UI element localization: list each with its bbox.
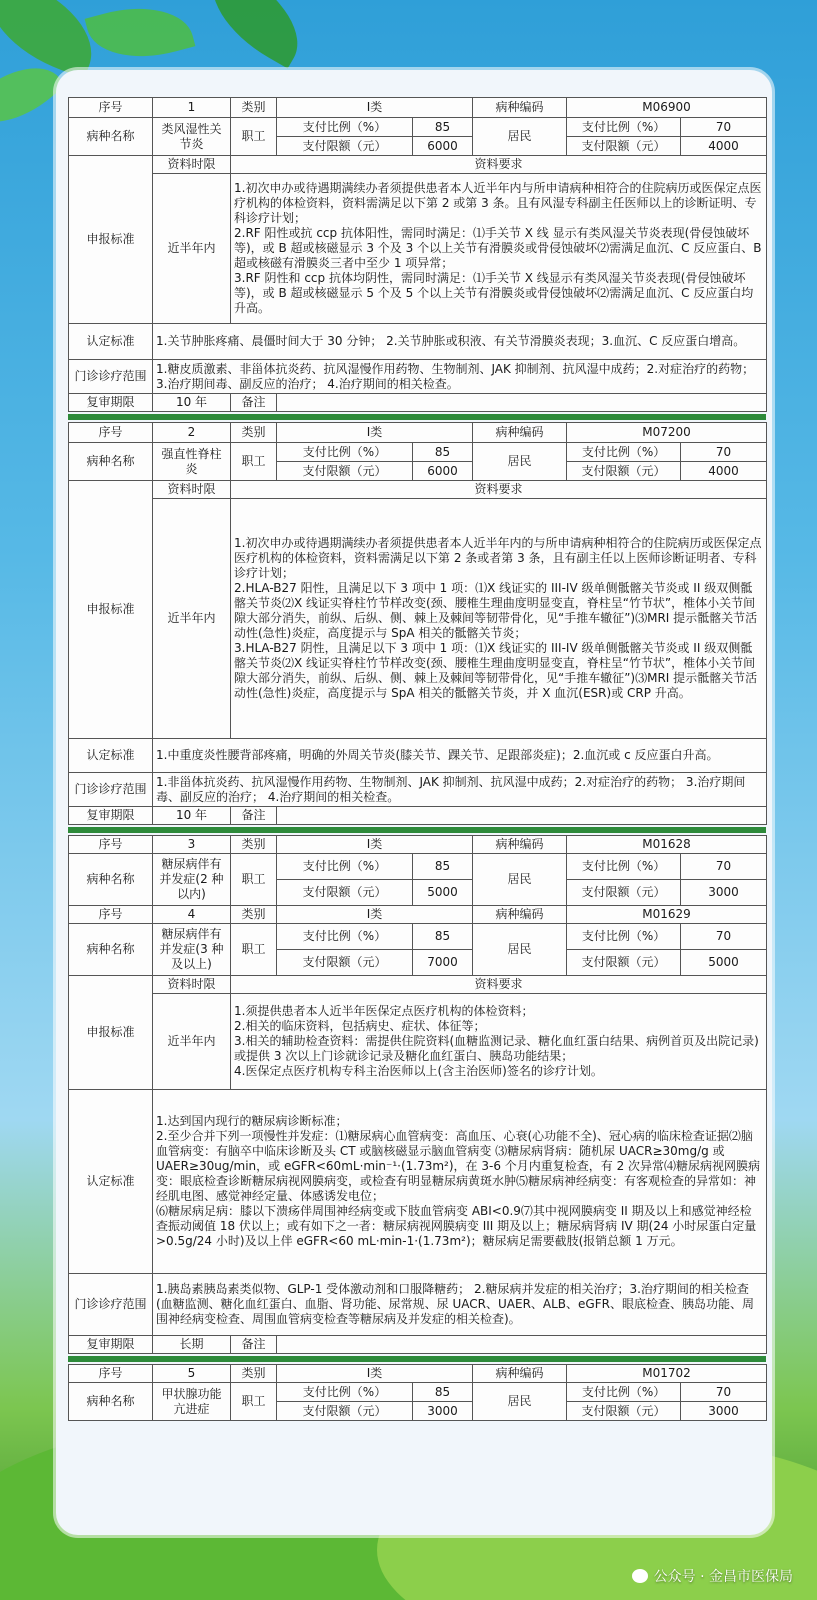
resident-ratio-label: 支付比例（%） — [567, 854, 681, 880]
employee-limit-label: 支付限额（元） — [277, 950, 413, 976]
review-value: 10 年 — [153, 394, 231, 412]
seq-value: 5 — [153, 1365, 231, 1383]
section-divider — [68, 827, 766, 833]
code-label: 病种编码 — [473, 836, 567, 854]
employee-ratio-label: 支付比例（%） — [277, 1383, 413, 1402]
seq-label: 序号 — [69, 1365, 153, 1383]
disease-table-diabetes — [68, 835, 767, 1354]
resident-limit-label: 支付限额（元） — [567, 880, 681, 906]
code-value: M01702 — [567, 1365, 767, 1383]
leaf-decoration — [85, 0, 196, 72]
material-req-label: 资料要求 — [231, 976, 767, 994]
requirement-item: 1.初次申办或待遇期满续办者须提供患者本人近半年内的与所申请病种相符合的住院病历或医保定点医疗机构的体检资料，资料需满足以下第 2 条或者第 3 条，且有副主任以上医师诊断证明者、专科诊疗计划； — [234, 536, 762, 580]
employee-ratio-label: 支付比例（%） — [277, 443, 413, 462]
employee-label: 职工 — [231, 118, 277, 156]
employee-limit-label: 支付限额（元） — [277, 880, 413, 906]
requirement-item: 3.HLA-B27 阴性，且满足以下 3 项中 1 项：⑴X 线证实的 III-IV 级单侧骶髂关节炎或 II 级双侧骶髂关节炎⑵X 线证实脊柱竹节样改变(颈、腰椎生理曲度明显变直，脊柱呈“竹节状”，椎体小关节间隙大部分消失，前纵、后纵、侧、棘上及棘间等韧带骨化，见“手推车辙征”)⑶MRI 提示骶髂关节活动性(急性)炎症，高度提示与 SpA 相关的骶髂关节炎，并 X 血沉(ESR)或 CRP 升高。 — [234, 641, 758, 700]
category-value: Ⅰ类 — [277, 1365, 473, 1383]
disease-table-2 — [68, 422, 767, 825]
material-period: 近半年内 — [153, 174, 231, 324]
name-value: 类风湿性关节炎 — [153, 118, 231, 156]
footer-text: 公众号 · 金昌市医保局 — [653, 1569, 793, 1585]
employee-ratio: 85 — [413, 443, 473, 462]
seq-value: 1 — [153, 98, 231, 118]
recognize-value: 1.中重度炎性腰背部疼痛，明确的外周关节炎(膝关节、踝关节、足跟部炎症)；2.血沉或 c 反应蛋白升高。 — [153, 739, 767, 773]
employee-ratio: 85 — [413, 854, 473, 880]
resident-limit-label: 支付限额（元） — [567, 950, 681, 976]
resident-limit: 3000 — [681, 880, 767, 906]
review-value: 长期 — [153, 1336, 231, 1354]
resident-limit-label: 支付限额（元） — [567, 137, 681, 156]
resident-label: 居民 — [473, 118, 567, 156]
review-label: 复审期限 — [69, 1336, 153, 1354]
review-label: 复审期限 — [69, 807, 153, 825]
name-label: 病种名称 — [69, 854, 153, 906]
employee-limit: 5000 — [413, 880, 473, 906]
recognize-label: 认定标准 — [69, 324, 153, 360]
requirement-item: 4.医保定点医疗机构专科主治医师以上(含主治医师)签名的诊疗计划。 — [234, 1064, 603, 1078]
category-label: 类别 — [231, 906, 277, 924]
apply-std-label: 申报标准 — [69, 976, 153, 1090]
scope-label: 门诊诊疗范围 — [69, 773, 153, 807]
code-label: 病种编码 — [473, 98, 567, 118]
resident-label: 居民 — [473, 443, 567, 481]
seq-label: 序号 — [69, 98, 153, 118]
category-value: Ⅰ类 — [277, 906, 473, 924]
name-value: 糖尿病伴有并发症(2 种以内) — [153, 854, 231, 906]
category-value: Ⅰ类 — [277, 98, 473, 118]
scope-value: 1.非甾体抗炎药、抗风湿慢作用药物、生物制剂、JAK 抑制剂、抗风湿中成药；2.对症治疗的药物； 3.治疗期间毒、副反应的治疗； 4.治疗期间的相关检查。 — [153, 773, 767, 807]
recognize-value: 1.关节肿胀疼痛、晨僵时间大于 30 分钟； 2.关节肿胀或积液、有关节滑膜炎表现；3.血沉、C 反应蛋白增高。 — [153, 324, 767, 360]
name-value: 糖尿病伴有并发症(3 种及以上) — [153, 924, 231, 976]
name-label: 病种名称 — [69, 1383, 153, 1421]
remark-value — [277, 1336, 767, 1354]
employee-ratio-label: 支付比例（%） — [277, 118, 413, 137]
employee-limit-label: 支付限额（元） — [277, 462, 413, 481]
employee-ratio: 85 — [413, 118, 473, 137]
resident-label: 居民 — [473, 924, 567, 976]
remark-label: 备注 — [231, 394, 277, 412]
leaf-decoration — [192, 0, 317, 68]
review-value: 10 年 — [153, 807, 231, 825]
scope-label: 门诊诊疗范围 — [69, 1274, 153, 1336]
employee-label: 职工 — [231, 1383, 277, 1421]
employee-label: 职工 — [231, 924, 277, 976]
disease-sheet — [68, 97, 766, 1421]
employee-label: 职工 — [231, 443, 277, 481]
remark-value — [277, 807, 767, 825]
category-value: Ⅰ类 — [277, 836, 473, 854]
code-label: 病种编码 — [473, 1365, 567, 1383]
footer-attribution — [632, 1566, 793, 1586]
recognize-item: ⑹糖尿病足病：膝以下溃疡伴周围神经病变或下肢血管病变 ABI<0.9⑺其中视网膜病变 II 期及以上和感觉神经检查振动阈值 18 伏以上；或有如下之一者：糖尿病视网膜病变 III 期及以上；糖尿病肾病 IV 期(24 小时尿蛋白定量>0.5g/24 小时)及以上伴 eGFR<60 mL·min-1·(1.73m²)；糖尿病足需要截肢(报销总额 1 万元。 — [156, 1204, 757, 1248]
employee-limit: 6000 — [413, 462, 473, 481]
code-value: M07200 — [567, 423, 767, 443]
requirement-item: 1.初次申办或待遇期满续办者须提供患者本人近半年内与所申请病种相符合的住院病历或医保定点医疗机构的体检资料，资料需满足以下第 2 或第 3 条。且有风湿专科副主任医师以上的诊断证明、专科诊疗计划； — [234, 181, 762, 225]
remark-value — [277, 394, 767, 412]
seq-label: 序号 — [69, 423, 153, 443]
resident-ratio-label: 支付比例（%） — [567, 443, 681, 462]
scope-value: 1.胰岛素胰岛素类似物、GLP-1 受体激动剂和口服降糖药； 2.糖尿病并发症的相关治疗；3.治疗期间的相关检查(血糖监测、糖化血红蛋白、血脂、肾功能、尿常规、尿 UACR、UAER、ALB、eGFR、眼底检查、胰岛功能、周围神经病变检查、周围血管病变检查等糖尿病及并发症的相关检查)。 — [153, 1274, 767, 1336]
resident-limit-label: 支付限额（元） — [567, 1402, 681, 1421]
code-value: M01629 — [567, 906, 767, 924]
requirement-item: 2.相关的临床资料，包括病史、症状、体征等； — [234, 1019, 486, 1033]
category-label: 类别 — [231, 423, 277, 443]
recognize-item: 2.至少合并下列一项慢性并发症：⑴糖尿病心血管病变：高血压、心衰(心功能不全)、冠心病的临床检查证据⑵脑血管病变：有脑卒中临床诊断及头 CT 或脑核磁显示脑血管病变 ⑶糖尿病肾病：随机尿 UACR≥30mg/g 或 UAER≥30ug/min，或 eGFR<60mL·min⁻¹·(1.73m²)，在 3-6 个月内重复检查，有 2 次异常⑷糖尿病视网膜病变：眼底检查诊断糖尿病视网膜病变，或检查有明显糖尿病黄斑水肿⑸糖尿病神经病变：有客观检查的异常如：神经肌电图、感觉神经定量、体感诱发电位； — [156, 1129, 761, 1203]
code-value: M06900 — [567, 98, 767, 118]
resident-label: 居民 — [473, 1383, 567, 1421]
resident-ratio: 70 — [681, 443, 767, 462]
resident-limit-label: 支付限额（元） — [567, 462, 681, 481]
resident-ratio: 70 — [681, 924, 767, 950]
wechat-icon — [632, 1569, 648, 1583]
section-divider — [68, 1356, 766, 1362]
resident-limit: 4000 — [681, 462, 767, 481]
seq-value: 4 — [153, 906, 231, 924]
requirement-item: 2.RF 阳性或抗 ccp 抗体阳性，需同时满足：⑴手关节 X 线 显示有类风湿关节炎表现(骨侵蚀破坏等)，或 B 超或核磁显示 3 个及 3 个以上关节有滑膜炎或骨侵蚀破坏⑵需满足血沉、C 反应蛋白、B 超或核磁有滑膜炎三者中至少 1 项异常； — [234, 226, 762, 270]
resident-label: 居民 — [473, 854, 567, 906]
remark-label: 备注 — [231, 1336, 277, 1354]
material-requirements — [231, 174, 767, 324]
seq-value: 2 — [153, 423, 231, 443]
recognize-value — [153, 1090, 767, 1274]
material-requirements — [231, 499, 767, 739]
resident-limit: 4000 — [681, 137, 767, 156]
name-label: 病种名称 — [69, 118, 153, 156]
name-label: 病种名称 — [69, 924, 153, 976]
recognize-item: 1.达到国内现行的糖尿病诊断标准； — [156, 1114, 348, 1128]
material-period-label: 资料时限 — [153, 156, 231, 174]
material-requirements — [231, 994, 767, 1090]
name-value: 甲状腺功能亢进症 — [153, 1383, 231, 1421]
requirement-item: 3.RF 阴性和 ccp 抗体均阴性，需同时满足：⑴手关节 X 线显示有类风湿关节炎表现(骨侵蚀破坏等)，或 B 超或核磁显示 5 个及 5 个以上关节有滑膜炎或骨侵蚀破坏⑵需满足血沉、C 反应蛋白均升高。 — [234, 271, 754, 315]
code-label: 病种编码 — [473, 423, 567, 443]
resident-limit: 3000 — [681, 1402, 767, 1421]
section-divider — [68, 414, 766, 420]
review-label: 复审期限 — [69, 394, 153, 412]
category-value: Ⅰ类 — [277, 423, 473, 443]
employee-limit: 7000 — [413, 950, 473, 976]
name-label: 病种名称 — [69, 443, 153, 481]
employee-limit-label: 支付限额（元） — [277, 137, 413, 156]
employee-limit: 6000 — [413, 137, 473, 156]
code-value: M01628 — [567, 836, 767, 854]
scope-label: 门诊诊疗范围 — [69, 360, 153, 394]
requirement-item: 1.须提供患者本人近半年医保定点医疗机构的体检资料； — [234, 1004, 534, 1018]
recognize-label: 认定标准 — [69, 739, 153, 773]
employee-ratio-label: 支付比例（%） — [277, 854, 413, 880]
seq-label: 序号 — [69, 906, 153, 924]
employee-label: 职工 — [231, 854, 277, 906]
material-period-label: 资料时限 — [153, 976, 231, 994]
resident-ratio: 70 — [681, 1383, 767, 1402]
employee-ratio-label: 支付比例（%） — [277, 924, 413, 950]
apply-std-label: 申报标准 — [69, 156, 153, 324]
disease-table-1 — [68, 97, 767, 412]
resident-ratio: 70 — [681, 118, 767, 137]
material-req-label: 资料要求 — [231, 156, 767, 174]
name-value: 强直性脊柱炎 — [153, 443, 231, 481]
resident-limit: 5000 — [681, 950, 767, 976]
apply-std-label: 申报标准 — [69, 481, 153, 739]
employee-limit: 3000 — [413, 1402, 473, 1421]
material-period: 近半年内 — [153, 499, 231, 739]
seq-value: 3 — [153, 836, 231, 854]
category-label: 类别 — [231, 836, 277, 854]
disease-table-5 — [68, 1364, 767, 1421]
seq-label: 序号 — [69, 836, 153, 854]
employee-ratio: 85 — [413, 924, 473, 950]
employee-limit-label: 支付限额（元） — [277, 1402, 413, 1421]
material-req-label: 资料要求 — [231, 481, 767, 499]
requirement-item: 3.相关的辅助检查资料：需提供住院资料(血糖监测记录、糖化血红蛋白结果、病例首页及出院记录)或提供 3 次以上门诊就诊记录及糖化血红蛋白、胰岛功能结果； — [234, 1034, 759, 1063]
resident-ratio-label: 支付比例（%） — [567, 1383, 681, 1402]
recognize-label: 认定标准 — [69, 1090, 153, 1274]
code-label: 病种编码 — [473, 906, 567, 924]
resident-ratio: 70 — [681, 854, 767, 880]
resident-ratio-label: 支付比例（%） — [567, 924, 681, 950]
material-period-label: 资料时限 — [153, 481, 231, 499]
resident-ratio-label: 支付比例（%） — [567, 118, 681, 137]
category-label: 类别 — [231, 98, 277, 118]
category-label: 类别 — [231, 1365, 277, 1383]
requirement-item: 2.HLA-B27 阳性，且满足以下 3 项中 1 项：⑴X 线证实的 III-IV 级单侧骶髂关节炎或 II 级双侧骶髂关节炎⑵X 线证实脊柱竹节样改变(颈、腰椎生理曲度明显变直，脊柱呈“竹节状”，椎体小关节间隙大部分消失，前纵、后纵、侧、棘上及棘间等韧带骨化，见“手推车辙征”)⑶MRI 提示骶髂关节活动性(急性)炎症，高度提示与 SpA 相关的骶髂关节炎； — [234, 581, 758, 640]
material-period: 近半年内 — [153, 994, 231, 1090]
scope-value: 1.糖皮质激素、非甾体抗炎药、抗风湿慢作用药物、生物制剂、JAK 抑制剂、抗风湿中成药；2.对症治疗的药物； 3.治疗期间毒、副反应的治疗； 4.治疗期间的相关检查。 — [153, 360, 767, 394]
remark-label: 备注 — [231, 807, 277, 825]
employee-ratio: 85 — [413, 1383, 473, 1402]
